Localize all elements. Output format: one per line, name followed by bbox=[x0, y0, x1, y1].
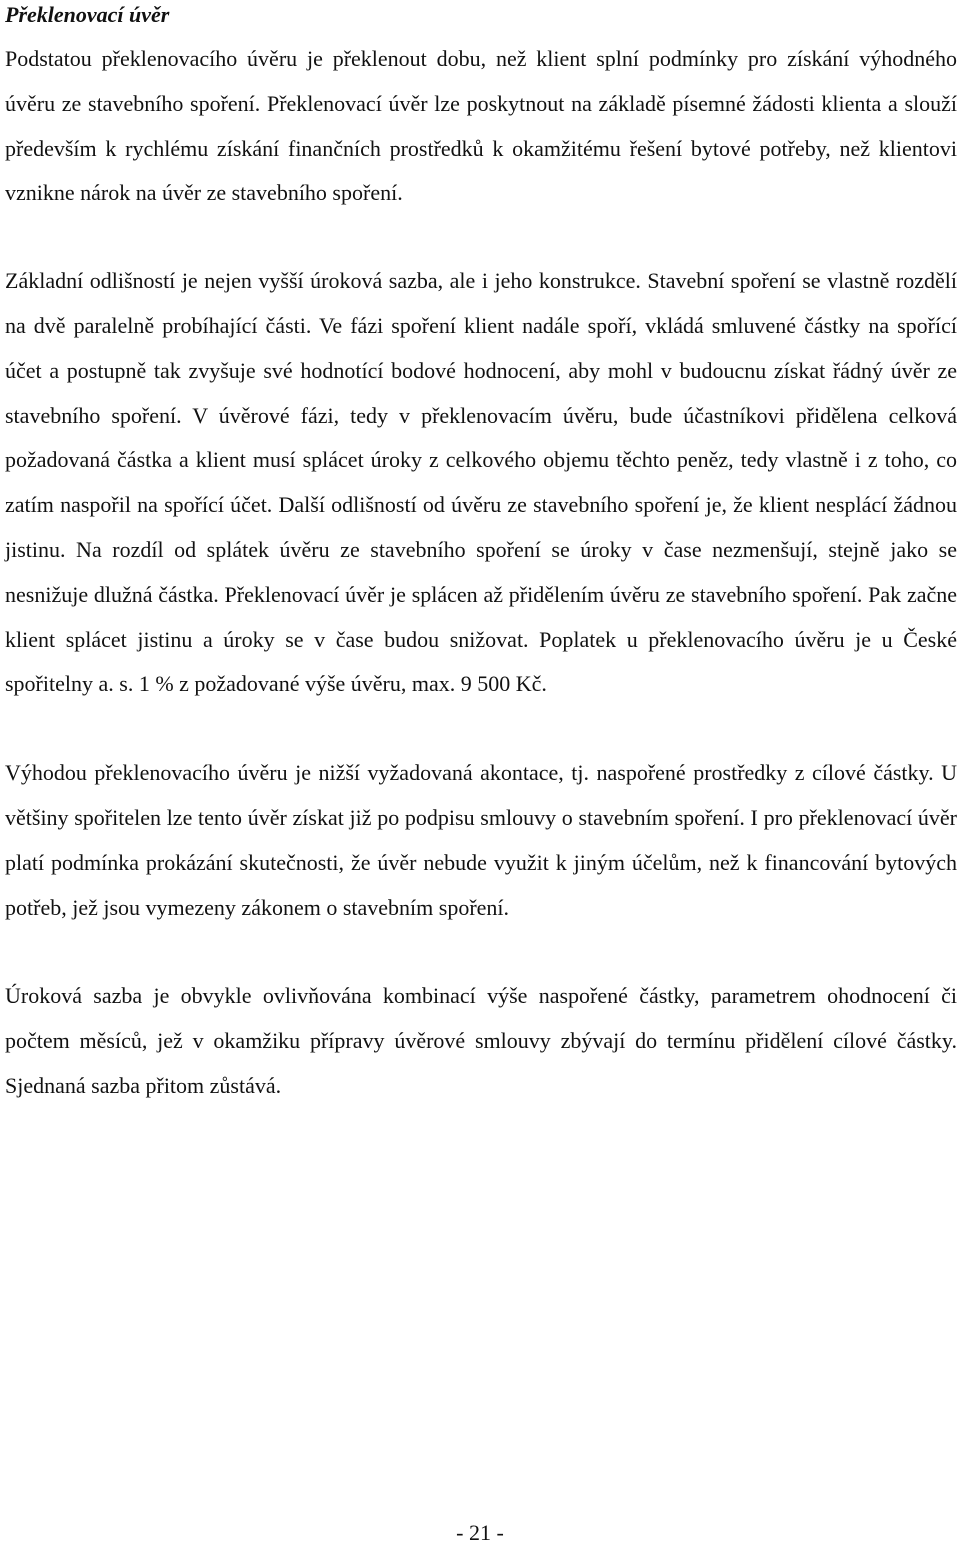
page-number: - 21 - bbox=[456, 1520, 504, 1545]
paragraph-3: Výhodou překlenovacího úvěru je nižší vyžadovaná akontace, tj. naspořené prostředky z cílové částky. U většiny spořitelen lze tento úvěr získat již po podpisu smlouvy o stavebním spoření. I pro překlenovací úvěr platí podmínka prokázání skutečnosti, že úvěr nebude využit k jiným účelům, než k financování bytových potřeb, jež jsou vymezeny zákonem o stavebním spoření. bbox=[5, 760, 957, 920]
document-page bbox=[5, 0, 957, 1109]
paragraph-2: Základní odlišností je nejen vyšší úroková sazba, ale i jeho konstrukce. Stavební spoření se vlastně rozdělí na dvě paralelně probíhající části. Ve fázi spoření klient nadále spoří, vkládá smluvené částky na spořící účet a postupně tak zvyšuje své hodnotící bodové hodnocení, aby mohl v budoucnu získat řádný úvěr ze stavebního spoření. V úvěrové fázi, tedy v překlenovacím úvěru, bude účastníkovi přidělena celková požadovaná částka a klient musí splácet úroky z celkového objemu těchto peněz, tedy vlastně i z toho, co zatím naspořil na spořící účet. Další odlišností od úvěru ze stavebního spoření je, že klient nesplácí žádnou jistinu. Na rozdíl od splátek úvěru ze stavebního spoření se úroky v čase nezmenšují, stejně jako se nesnižuje dlužná částka. Překlenovací úvěr je splácen až přidělením úvěru ze stavebního spoření. Pak začne klient splácet jistinu a úroky se v čase budou snižovat. Poplatek u překlenovacího úvěru je u České spořitelny a. s. 1 % z požadované výše úvěru, max. 9 500 Kč. bbox=[5, 268, 957, 697]
paragraph-1: Podstatou překlenovacího úvěru je překlenout dobu, než klient splní podmínky pro získání výhodného úvěru ze stavebního spoření. Překlenovací úvěr lze poskytnout na základě písemné žádosti klienta a slouží především k rychlému získání finančních prostředků k okamžitému řešení bytové potřeby, než klientovi vznikne nárok na úvěr ze stavebního spoření. bbox=[5, 46, 957, 206]
section-heading: Překlenovací úvěr bbox=[5, 2, 170, 27]
paragraph-4: Úroková sazba je obvykle ovlivňována kombinací výše naspořené částky, parametrem ohodnocení či počtem měsíců, jež v okamžiku přípravy úvěrové smlouvy zbývají do termínu přidělení cílové částky. Sjednaná sazba přitom zůstává. bbox=[5, 983, 957, 1098]
